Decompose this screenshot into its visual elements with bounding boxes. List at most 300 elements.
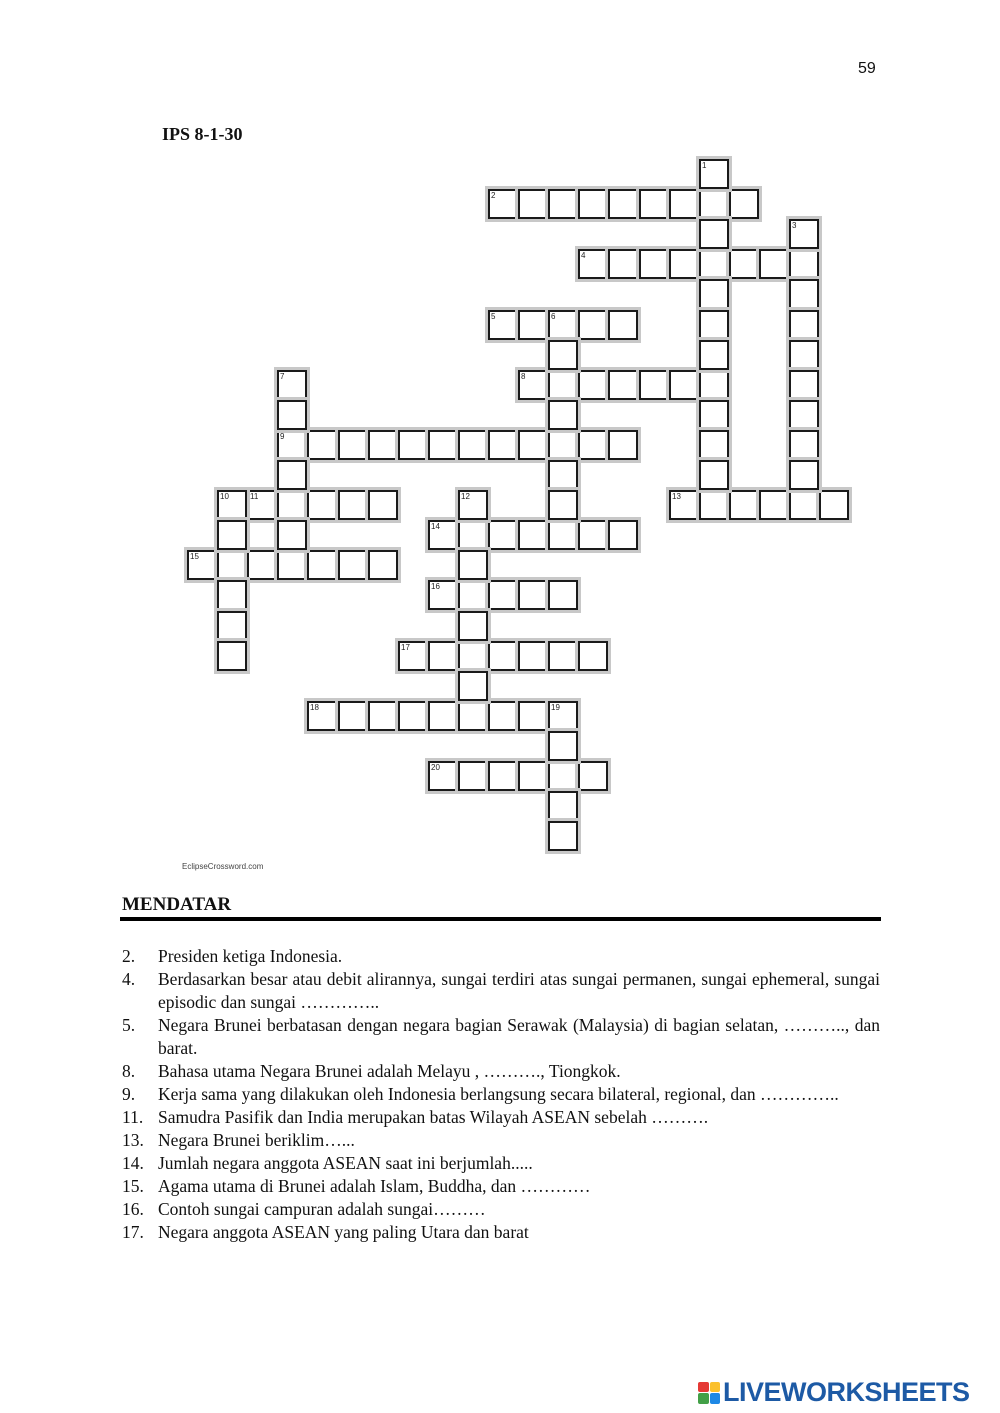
crossword-letter-input[interactable] xyxy=(550,643,576,669)
clue-number-label: 3 xyxy=(792,221,797,230)
crossword-cell[interactable] xyxy=(277,550,307,580)
crossword-letter-input[interactable] xyxy=(550,582,576,608)
crossword-cell[interactable] xyxy=(669,370,699,400)
crossword-letter-input[interactable] xyxy=(550,703,576,729)
crossword-letter-input[interactable] xyxy=(550,342,576,368)
crossword-letter-input[interactable] xyxy=(520,432,546,458)
crossword-cell[interactable] xyxy=(578,430,608,460)
crossword-letter-input[interactable] xyxy=(701,251,727,277)
crossword-letter-input[interactable] xyxy=(580,763,606,789)
crossword-letter-input[interactable] xyxy=(430,703,456,729)
crossword-letter-input[interactable] xyxy=(791,281,817,307)
crossword-cell[interactable] xyxy=(428,761,458,791)
crossword-letter-input[interactable] xyxy=(550,191,576,217)
crossword-cell[interactable] xyxy=(789,219,819,249)
crossword-letter-input[interactable] xyxy=(701,342,727,368)
crossword-cell[interactable] xyxy=(277,400,307,430)
crossword-cell[interactable] xyxy=(548,821,578,851)
clue-item xyxy=(122,945,880,968)
crossword-letter-input[interactable] xyxy=(550,312,576,338)
crossword-cell[interactable] xyxy=(277,460,307,490)
crossword-letter-input[interactable] xyxy=(610,522,636,548)
crossword-letter-input[interactable] xyxy=(460,703,486,729)
crossword-letter-input[interactable] xyxy=(400,643,426,669)
crossword-cell[interactable] xyxy=(759,249,789,279)
crossword-letter-input[interactable] xyxy=(550,823,576,849)
crossword-letter-input[interactable] xyxy=(791,312,817,338)
crossword-cell[interactable] xyxy=(217,580,247,610)
crossword-cell[interactable] xyxy=(548,731,578,761)
crossword-cell[interactable] xyxy=(398,701,428,731)
crossword-letter-input[interactable] xyxy=(731,251,757,277)
crossword-cell[interactable] xyxy=(307,490,337,520)
crossword-letter-input[interactable] xyxy=(701,432,727,458)
crossword-letter-input[interactable] xyxy=(701,312,727,338)
crossword-cell[interactable] xyxy=(518,310,548,340)
crossword-cell[interactable] xyxy=(307,701,337,731)
clue-text: Kerja sama yang dilakukan oleh Indonesia berlangsung secara bilateral, regional, dan ………….. xyxy=(158,1084,839,1104)
crossword-letter-input[interactable] xyxy=(520,582,546,608)
crossword-cell[interactable] xyxy=(518,430,548,460)
crossword-letter-input[interactable] xyxy=(610,312,636,338)
crossword-cell[interactable] xyxy=(217,550,247,580)
crossword-letter-input[interactable] xyxy=(580,312,606,338)
crossword-letter-input[interactable] xyxy=(400,703,426,729)
crossword-cell[interactable] xyxy=(428,580,458,610)
crossword-letter-input[interactable] xyxy=(219,492,245,518)
crossword-letter-input[interactable] xyxy=(550,763,576,789)
logo-square xyxy=(710,1393,721,1404)
crossword-letter-input[interactable] xyxy=(490,643,516,669)
crossword-letter-input[interactable] xyxy=(340,492,366,518)
crossword-letter-input[interactable] xyxy=(340,552,366,578)
crossword-cell[interactable] xyxy=(428,641,458,671)
crossword-letter-input[interactable] xyxy=(701,221,727,247)
crossword-cell[interactable] xyxy=(578,761,608,791)
crossword-cell[interactable] xyxy=(789,310,819,340)
crossword-cell[interactable] xyxy=(368,430,398,460)
crossword-cell[interactable] xyxy=(669,249,699,279)
crossword-cell[interactable] xyxy=(247,550,277,580)
clue-number: 9. xyxy=(122,1084,136,1104)
crossword-letter-input[interactable] xyxy=(490,582,516,608)
clue-number: 16. xyxy=(122,1199,144,1219)
crossword-cell[interactable] xyxy=(518,641,548,671)
crossword-cell[interactable] xyxy=(669,490,699,520)
crossword-letter-input[interactable] xyxy=(279,432,305,458)
crossword-cell[interactable] xyxy=(608,310,638,340)
crossword-letter-input[interactable] xyxy=(550,492,576,518)
crossword-cell[interactable] xyxy=(548,520,578,550)
crossword-letter-input[interactable] xyxy=(791,221,817,247)
crossword-cell[interactable] xyxy=(217,611,247,641)
crossword-letter-input[interactable] xyxy=(550,733,576,759)
across-clue-list xyxy=(122,945,880,1244)
crossword-cell[interactable] xyxy=(488,701,518,731)
crossword-letter-input[interactable] xyxy=(701,281,727,307)
clue-number: 15. xyxy=(122,1176,144,1196)
crossword-cell[interactable] xyxy=(488,310,518,340)
crossword-letter-input[interactable] xyxy=(580,372,606,398)
crossword-letter-input[interactable] xyxy=(309,703,335,729)
crossword-cell[interactable] xyxy=(699,310,729,340)
crossword-letter-input[interactable] xyxy=(279,372,305,398)
clue-item xyxy=(122,1014,880,1060)
crossword-letter-input[interactable] xyxy=(550,432,576,458)
crossword-letter-input[interactable] xyxy=(701,372,727,398)
crossword-cell[interactable] xyxy=(428,701,458,731)
crossword-cell[interactable] xyxy=(458,641,488,671)
logo-square xyxy=(698,1382,709,1393)
crossword-letter-input[interactable] xyxy=(580,432,606,458)
crossword-cell[interactable] xyxy=(548,310,578,340)
crossword-letter-input[interactable] xyxy=(520,522,546,548)
crossword-letter-input[interactable] xyxy=(370,432,396,458)
crossword-cell[interactable] xyxy=(578,370,608,400)
crossword-cell[interactable] xyxy=(789,249,819,279)
crossword-cell[interactable] xyxy=(548,791,578,821)
crossword-letter-input[interactable] xyxy=(580,643,606,669)
crossword-cell[interactable] xyxy=(819,490,849,520)
crossword-letter-input[interactable] xyxy=(249,552,275,578)
clue-number-label: 7 xyxy=(280,372,285,381)
crossword-letter-input[interactable] xyxy=(490,432,516,458)
crossword-letter-input[interactable] xyxy=(279,402,305,428)
crossword-letter-input[interactable] xyxy=(791,432,817,458)
clue-number: 5. xyxy=(122,1015,136,1035)
crossword-letter-input[interactable] xyxy=(219,552,245,578)
crossword-cell[interactable] xyxy=(699,219,729,249)
crossword-letter-input[interactable] xyxy=(610,251,636,277)
crossword-letter-input[interactable] xyxy=(219,613,245,639)
crossword-letter-input[interactable] xyxy=(279,522,305,548)
crossword-cell[interactable] xyxy=(518,520,548,550)
clue-number-label: 12 xyxy=(461,492,470,501)
crossword-cell[interactable] xyxy=(608,370,638,400)
crossword-letter-input[interactable] xyxy=(279,492,305,518)
clue-number: 8. xyxy=(122,1061,136,1081)
crossword-letter-input[interactable] xyxy=(370,492,396,518)
crossword-letter-input[interactable] xyxy=(641,372,667,398)
crossword-cell[interactable] xyxy=(488,520,518,550)
crossword-letter-input[interactable] xyxy=(610,432,636,458)
clue-number-label: 16 xyxy=(431,582,440,591)
section-divider xyxy=(120,917,881,921)
crossword-letter-input[interactable] xyxy=(219,643,245,669)
crossword-letter-input[interactable] xyxy=(490,522,516,548)
crossword-letter-input[interactable] xyxy=(430,582,456,608)
crossword-cell[interactable] xyxy=(789,370,819,400)
clue-item xyxy=(122,968,880,1014)
crossword-letter-input[interactable] xyxy=(490,763,516,789)
crossword-cell[interactable] xyxy=(458,701,488,731)
crossword-letter-input[interactable] xyxy=(580,191,606,217)
crossword-cell[interactable] xyxy=(608,430,638,460)
crossword-letter-input[interactable] xyxy=(460,432,486,458)
crossword-cell[interactable] xyxy=(338,701,368,731)
crossword-letter-input[interactable] xyxy=(821,492,847,518)
crossword-letter-input[interactable] xyxy=(370,703,396,729)
clue-text: Bahasa utama Negara Brunei adalah Melayu , ………., Tiongkok. xyxy=(158,1061,621,1081)
crossword-letter-input[interactable] xyxy=(791,251,817,277)
crossword-letter-input[interactable] xyxy=(370,552,396,578)
crossword-cell[interactable] xyxy=(699,490,729,520)
crossword-cell[interactable] xyxy=(217,490,247,520)
clue-text: Samudra Pasifik dan India merupakan batas Wilayah ASEAN sebelah ………. xyxy=(158,1107,709,1127)
crossword-cell[interactable] xyxy=(699,400,729,430)
crossword-cell[interactable] xyxy=(699,189,729,219)
clue-number-label: 20 xyxy=(431,763,440,772)
crossword-cell[interactable] xyxy=(518,580,548,610)
crossword-cell[interactable] xyxy=(338,430,368,460)
crossword-letter-input[interactable] xyxy=(400,432,426,458)
crossword-letter-input[interactable] xyxy=(701,492,727,518)
crossword-letter-input[interactable] xyxy=(219,522,245,548)
clue-text: Berdasarkan besar atau debit alirannya, sungai terdiri atas sungai permanen, sungai ephemeral, sungai episodic dan sungai ………….. xyxy=(158,969,880,1012)
crossword-cell[interactable] xyxy=(548,430,578,460)
crossword-letter-input[interactable] xyxy=(189,552,215,578)
crossword-letter-input[interactable] xyxy=(460,492,486,518)
crossword-cell[interactable] xyxy=(699,370,729,400)
clue-text: Presiden ketiga Indonesia. xyxy=(158,946,343,966)
crossword-letter-input[interactable] xyxy=(671,492,697,518)
crossword-letter-input[interactable] xyxy=(701,191,727,217)
crossword-cell[interactable] xyxy=(458,580,488,610)
crossword-letter-input[interactable] xyxy=(430,432,456,458)
crossword-letter-input[interactable] xyxy=(430,522,456,548)
crossword-cell[interactable] xyxy=(398,641,428,671)
crossword-letter-input[interactable] xyxy=(791,492,817,518)
crossword-cell[interactable] xyxy=(548,340,578,370)
crossword-cell[interactable] xyxy=(338,550,368,580)
crossword-cell[interactable] xyxy=(488,761,518,791)
clue-item xyxy=(122,1083,880,1106)
crossword-letter-input[interactable] xyxy=(520,191,546,217)
crossword-letter-input[interactable] xyxy=(550,793,576,819)
clue-number: 4. xyxy=(122,969,136,989)
crossword-cell[interactable] xyxy=(608,520,638,550)
crossword-letter-input[interactable] xyxy=(340,703,366,729)
crossword-letter-input[interactable] xyxy=(731,191,757,217)
crossword-letter-input[interactable] xyxy=(761,251,787,277)
crossword-letter-input[interactable] xyxy=(490,191,516,217)
crossword-cell[interactable] xyxy=(277,370,307,400)
crossword-cell[interactable] xyxy=(518,701,548,731)
crossword-cell[interactable] xyxy=(368,490,398,520)
crossword-cell[interactable] xyxy=(578,249,608,279)
clue-text: Negara anggota ASEAN yang paling Utara dan barat xyxy=(158,1222,529,1242)
crossword-cell[interactable] xyxy=(398,430,428,460)
crossword-letter-input[interactable] xyxy=(430,763,456,789)
crossword-letter-input[interactable] xyxy=(580,522,606,548)
crossword-letter-input[interactable] xyxy=(701,161,727,187)
crossword-cell[interactable] xyxy=(518,370,548,400)
crossword-letter-input[interactable] xyxy=(460,613,486,639)
crossword-cell[interactable] xyxy=(608,249,638,279)
crossword-cell[interactable] xyxy=(578,641,608,671)
crossword-cell[interactable] xyxy=(759,490,789,520)
crossword-cell[interactable] xyxy=(428,430,458,460)
crossword-letter-input[interactable] xyxy=(761,492,787,518)
crossword-cell[interactable] xyxy=(699,279,729,309)
crossword-cell[interactable] xyxy=(247,490,277,520)
crossword-letter-input[interactable] xyxy=(550,462,576,488)
crossword-cell[interactable] xyxy=(639,189,669,219)
crossword-cell[interactable] xyxy=(518,761,548,791)
crossword-cell[interactable] xyxy=(669,189,699,219)
crossword-cell[interactable] xyxy=(488,580,518,610)
crossword-letter-input[interactable] xyxy=(791,402,817,428)
crossword-letter-input[interactable] xyxy=(520,312,546,338)
crossword-cell[interactable] xyxy=(548,701,578,731)
clue-number-label: 6 xyxy=(551,312,556,321)
clue-item xyxy=(122,1106,880,1129)
crossword-letter-input[interactable] xyxy=(490,312,516,338)
crossword-cell[interactable] xyxy=(488,189,518,219)
crossword-cell[interactable] xyxy=(458,761,488,791)
crossword-cell[interactable] xyxy=(639,249,669,279)
crossword-letter-input[interactable] xyxy=(520,372,546,398)
crossword-letter-input[interactable] xyxy=(641,191,667,217)
crossword-letter-input[interactable] xyxy=(520,643,546,669)
clue-number: 2. xyxy=(122,946,136,966)
crossword-cell[interactable] xyxy=(548,189,578,219)
crossword-letter-input[interactable] xyxy=(460,643,486,669)
logo-square xyxy=(710,1382,721,1393)
crossword-letter-input[interactable] xyxy=(701,462,727,488)
crossword-cell[interactable] xyxy=(277,430,307,460)
crossword-cell[interactable] xyxy=(488,641,518,671)
crossword-letter-input[interactable] xyxy=(520,763,546,789)
crossword-letter-input[interactable] xyxy=(279,462,305,488)
crossword-cell[interactable] xyxy=(307,430,337,460)
crossword-cell[interactable] xyxy=(789,340,819,370)
crossword-cell[interactable] xyxy=(187,550,217,580)
crossword-letter-input[interactable] xyxy=(309,552,335,578)
crossword-cell[interactable] xyxy=(368,701,398,731)
crossword-cell[interactable] xyxy=(548,641,578,671)
crossword-letter-input[interactable] xyxy=(791,462,817,488)
logo-square xyxy=(698,1393,709,1404)
crossword-letter-input[interactable] xyxy=(641,251,667,277)
clue-number-label: 8 xyxy=(521,372,526,381)
crossword-letter-input[interactable] xyxy=(249,492,275,518)
crossword-letter-input[interactable] xyxy=(490,703,516,729)
crossword-letter-input[interactable] xyxy=(671,191,697,217)
crossword-cell[interactable] xyxy=(608,189,638,219)
clue-text: Jumlah negara anggota ASEAN saat ini berjumlah..... xyxy=(158,1153,533,1173)
crossword-letter-input[interactable] xyxy=(309,492,335,518)
clue-number-label: 5 xyxy=(491,312,496,321)
crossword-letter-input[interactable] xyxy=(791,372,817,398)
crossword-letter-input[interactable] xyxy=(671,251,697,277)
clue-item xyxy=(122,1129,880,1152)
crossword-cell[interactable] xyxy=(789,460,819,490)
clue-text: Contoh sungai campuran adalah sungai……… xyxy=(158,1199,486,1219)
crossword-cell[interactable] xyxy=(458,611,488,641)
crossword-cell[interactable] xyxy=(428,520,458,550)
crossword-letter-input[interactable] xyxy=(460,763,486,789)
crossword-letter-input[interactable] xyxy=(340,432,366,458)
crossword-cell[interactable] xyxy=(277,490,307,520)
crossword-cell[interactable] xyxy=(217,641,247,671)
eclipse-crossword-watermark: EclipseCrossword.com xyxy=(182,862,264,871)
crossword-cell[interactable] xyxy=(548,460,578,490)
crossword-letter-input[interactable] xyxy=(460,582,486,608)
crossword-cell[interactable] xyxy=(789,400,819,430)
crossword-cell[interactable] xyxy=(699,430,729,460)
crossword-cell[interactable] xyxy=(548,490,578,520)
crossword-cell[interactable] xyxy=(789,430,819,460)
crossword-letter-input[interactable] xyxy=(309,432,335,458)
crossword-letter-input[interactable] xyxy=(671,372,697,398)
crossword-letter-input[interactable] xyxy=(791,342,817,368)
crossword-letter-input[interactable] xyxy=(460,552,486,578)
crossword-letter-input[interactable] xyxy=(610,372,636,398)
crossword-cell[interactable] xyxy=(639,370,669,400)
crossword-cell[interactable] xyxy=(729,189,759,219)
crossword-letter-input[interactable] xyxy=(219,582,245,608)
crossword-letter-input[interactable] xyxy=(550,402,576,428)
crossword-cell[interactable] xyxy=(548,370,578,400)
crossword-cell[interactable] xyxy=(518,189,548,219)
crossword-cell[interactable] xyxy=(578,189,608,219)
clue-number-label: 4 xyxy=(581,251,586,260)
crossword-cell[interactable] xyxy=(789,279,819,309)
crossword-letter-input[interactable] xyxy=(430,643,456,669)
crossword-letter-input[interactable] xyxy=(460,673,486,699)
crossword-cell[interactable] xyxy=(789,490,819,520)
clue-item xyxy=(122,1152,880,1175)
crossword-cell[interactable] xyxy=(488,430,518,460)
crossword-letter-input[interactable] xyxy=(550,522,576,548)
crossword-cell[interactable] xyxy=(458,520,488,550)
crossword-cell[interactable] xyxy=(458,430,488,460)
crossword-cell[interactable] xyxy=(548,400,578,430)
crossword-cell[interactable] xyxy=(729,490,759,520)
crossword-letter-input[interactable] xyxy=(279,552,305,578)
crossword-cell[interactable] xyxy=(458,550,488,580)
crossword-cell[interactable] xyxy=(217,520,247,550)
crossword-cell[interactable] xyxy=(307,550,337,580)
crossword-letter-input[interactable] xyxy=(460,522,486,548)
crossword-cell[interactable] xyxy=(699,460,729,490)
crossword-letter-input[interactable] xyxy=(610,191,636,217)
crossword-cell[interactable] xyxy=(578,310,608,340)
crossword-cell[interactable] xyxy=(578,520,608,550)
crossword-cell[interactable] xyxy=(338,490,368,520)
crossword-letter-input[interactable] xyxy=(550,372,576,398)
crossword-cell[interactable] xyxy=(458,671,488,701)
crossword-cell[interactable] xyxy=(548,580,578,610)
crossword-cell[interactable] xyxy=(548,761,578,791)
crossword-cell[interactable] xyxy=(699,159,729,189)
crossword-cell[interactable] xyxy=(699,340,729,370)
clue-number-label: 15 xyxy=(190,552,199,561)
crossword-letter-input[interactable] xyxy=(731,492,757,518)
crossword-cell[interactable] xyxy=(729,249,759,279)
liveworksheets-logo-icon xyxy=(698,1382,720,1404)
crossword-letter-input[interactable] xyxy=(520,703,546,729)
crossword-letter-input[interactable] xyxy=(580,251,606,277)
crossword-cell[interactable] xyxy=(368,550,398,580)
clue-item xyxy=(122,1198,880,1221)
crossword-cell[interactable] xyxy=(277,520,307,550)
crossword-cell[interactable] xyxy=(699,249,729,279)
crossword-cell[interactable] xyxy=(458,490,488,520)
worksheet-title: IPS 8-1-30 xyxy=(162,124,243,144)
crossword-letter-input[interactable] xyxy=(701,402,727,428)
